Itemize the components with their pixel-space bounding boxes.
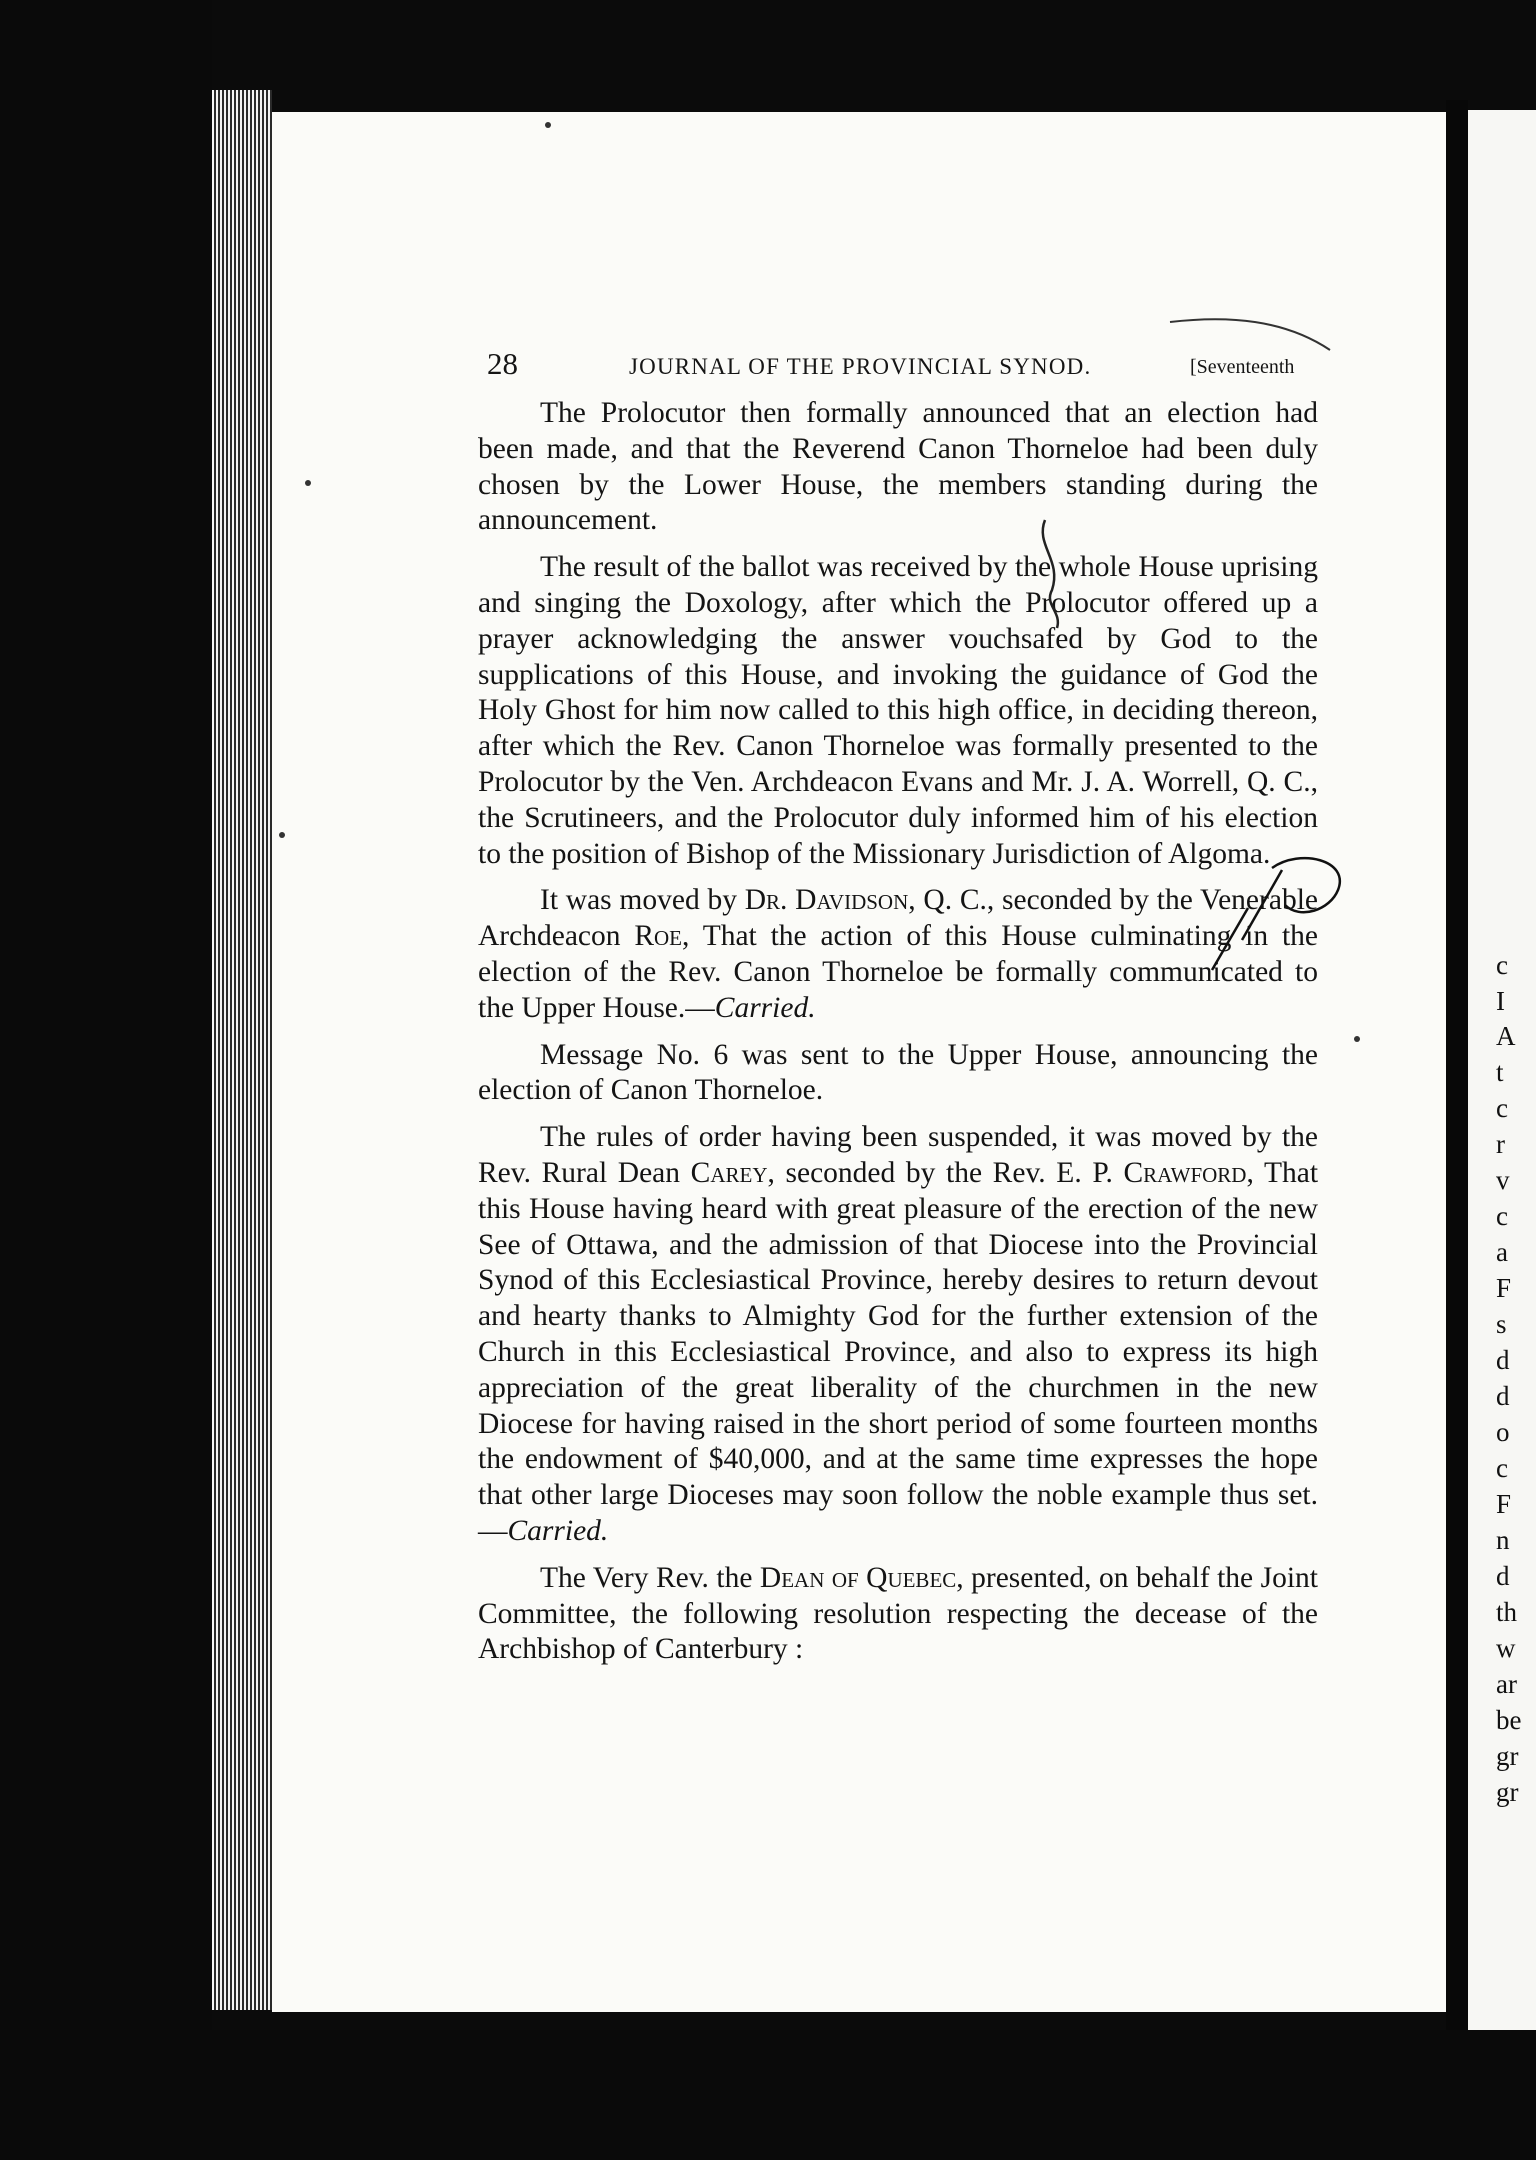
facing-page-fragment: gr [1496, 1741, 1519, 1771]
mover-name: Carey [690, 1156, 768, 1189]
paragraph-announcement: The Prolocutor then formally announced that an election had been made, and that the Reverend Canon Thorneloe had been duly chosen by the Lower House, the members standing during the announcement. [478, 397, 1318, 537]
facing-page-fragment: th [1496, 1597, 1518, 1627]
facing-page-fragment: d [1496, 1345, 1510, 1375]
facing-page-fragment: w [1496, 1633, 1516, 1663]
facing-page-fragment: o [1496, 1417, 1510, 1447]
seconder-name: Crawford [1123, 1156, 1247, 1189]
text-run: , seconded by the Rev. E. P. [767, 1156, 1124, 1189]
facing-page-fragment: s [1496, 1309, 1507, 1339]
facing-page-fragment: d [1496, 1561, 1510, 1591]
facing-page-fragment: ar [1496, 1669, 1517, 1699]
paragraph-motion-carey [478, 1120, 1318, 1550]
scanner-background [0, 0, 212, 2160]
book-gutter [1446, 100, 1468, 2100]
seconder-name: Roe [634, 920, 683, 953]
facing-page-fragment: c [1496, 950, 1508, 980]
facing-page-edge [1468, 110, 1536, 2060]
text-run: , That the action of this House culminating in the election of the Rev. Canon Thorneloe be formally communicated to the Upper House.— [478, 920, 1318, 1024]
journal-title: JOURNAL OF THE PROVINCIAL SYNOD. [629, 354, 1092, 379]
facing-page-fragment: c [1496, 1453, 1508, 1483]
facing-page-fragment: A [1496, 1021, 1516, 1051]
facing-page-fragment: r [1496, 1129, 1505, 1159]
scanner-bottom [212, 2030, 1536, 2160]
text-run: , presented, on behalf the Joint Committee, the following resolution respecting the decease of the Archbishop of Canterbury : [478, 1561, 1318, 1666]
book-page-edges [212, 90, 272, 2010]
paragraph-ballot-result: The result of the ballot was received by the whole House uprising and singing the Doxology, after which the Prolocutor offered up a prayer acknowledging the answer vouchsafed by God to the supplications of this House, and invoking the guidance of God the Holy Ghost for him now called to this high office, in deciding thereon, after which the Rev. Canon Thorneloe was formally presented to the Prolocutor by the Ven. Archdeacon Evans and Mr. J. A. Worrell, Q. C., the Scrutineers, and the Prolocutor duly informed him of his election to the position of Bishop of the Missionary Jurisdiction of Algoma. [478, 551, 1318, 870]
paragraph-dean-of-quebec [478, 1561, 1318, 1668]
presenter-name: Dean of Quebec [759, 1561, 957, 1594]
facing-page-fragment: d [1496, 1381, 1510, 1411]
carried-label: Carried. [507, 1514, 609, 1547]
facing-page-fragment: c [1496, 1201, 1508, 1231]
session-label: [Seventeenth [1190, 356, 1295, 378]
facing-page-fragment: c [1496, 1093, 1508, 1123]
facing-page-fragment: t [1496, 1057, 1504, 1087]
text-run: , Q. C., seconded by the Venerable Archdeacon [478, 884, 1318, 953]
running-head [487, 346, 1317, 386]
mover-name: Dr. Davidson [744, 884, 909, 917]
page-number: 28 [487, 346, 518, 381]
text-run: The rules of order having been suspended, it was moved by the Rev. Rural Dean [478, 1121, 1318, 1189]
facing-page-fragment: a [1496, 1237, 1508, 1267]
carried-label: Carried. [714, 991, 816, 1024]
facing-page-fragment: gr [1496, 1777, 1519, 1807]
text-run: It was moved by [540, 884, 745, 917]
paragraph-message-no-6: Message No. 6 was sent to the Upper House, announcing the election of Canon Thorneloe. [478, 1038, 1318, 1107]
facing-page-fragment: F [1496, 1489, 1512, 1519]
facing-page-fragment: I [1496, 986, 1505, 1016]
text-run: , That this House having heard with great pleasure of the erection of the new See of Ottawa, and the admission of that Diocese into the Provincial Synod of this Ecclesiastical Province, hereby desires to return devout and hearty thanks to Almighty God for the further extension of the Church in this Ecclesiastical Province, and also to express its high appreciation of the great liberality of the churchmen in the new Diocese for having raised in the short period of some fourteen months the endowment of $40,000, and at the same time expresses the hope that other large Dioceses may soon follow the noble example thus set.— [478, 1156, 1319, 1547]
body-text [478, 396, 1318, 1668]
facing-page-fragment: n [1496, 1525, 1510, 1555]
text-run: The Very Rev. the [540, 1561, 760, 1594]
paragraph-motion-davidson [478, 883, 1318, 1026]
facing-page-fragment: F [1496, 1273, 1512, 1303]
facing-page-fragment: v [1496, 1165, 1510, 1195]
facing-page-fragment: be [1496, 1705, 1522, 1735]
